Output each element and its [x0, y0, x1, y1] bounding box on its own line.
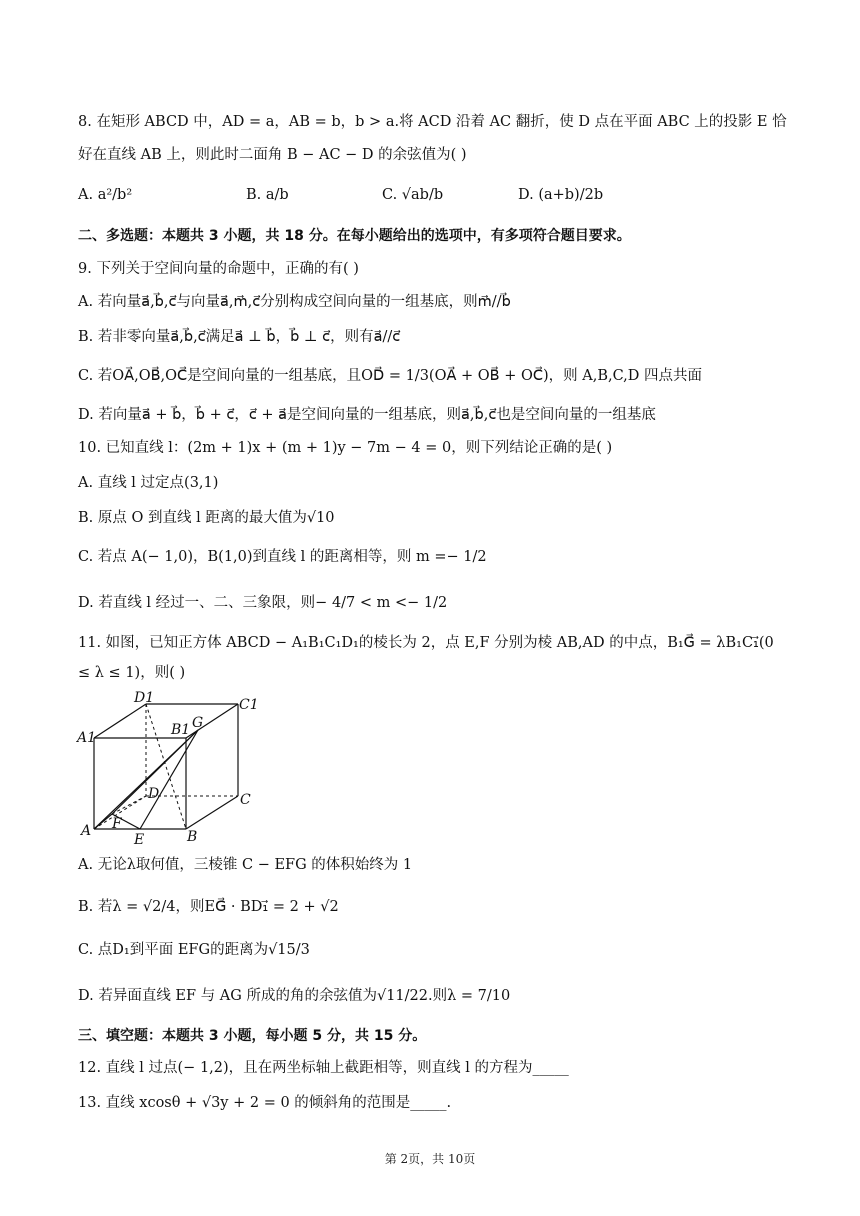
q13: 13. 直线 xcosθ + √3y + 2 = 0 的倾斜角的范围是_____. [78, 1095, 452, 1111]
q12: 12. 直线 l 过点(− 1,2)，且在两坐标轴上截距相等，则直线 l 的方程为_____ [78, 1060, 569, 1076]
q9-option-c: C. 若OA⃗,OB⃗,OC⃗是空间向量的一组基底，且OD⃗ = 1/3(OA⃗ + OB⃗ + OC⃗)，则 A,B,C,D 四点共面 [78, 368, 703, 384]
section-3-heading: 三、填空题：本题共 3 小题，每小题 5 分，共 15 分。 [78, 1028, 427, 1044]
label-d: D [148, 786, 160, 802]
q10-option-c: C. 若点 A(− 1,0)，B(1,0)到直线 l 的距离相等，则 m =− 1/2 [78, 549, 487, 565]
label-c1: C1 [239, 697, 259, 713]
q8-option-a: A. a²/b² [78, 187, 133, 203]
q8-stem-line1: 8. 在矩形 ABCD 中，AD = a，AB = b，b > a.将 ACD 沿着 AC 翻折，使 D 点在平面 ABC 上的投影 E 恰 [78, 114, 787, 130]
label-c: C [240, 792, 251, 808]
cube-figure [76, 686, 276, 846]
q10-option-a: A. 直线 l 过定点(3,1) [78, 475, 219, 491]
label-f: F [112, 816, 122, 832]
q10-stem: 10. 已知直线 l：(2m + 1)x + (m + 1)y − 7m − 4 = 0，则下列结论正确的是( ) [78, 440, 613, 456]
q8-option-c: C. √ab/b [382, 187, 444, 203]
q11-option-a: A. 无论λ取何值，三棱锥 C − EFG 的体积始终为 1 [78, 857, 413, 873]
q9-option-b: B. 若非零向量a⃗,b⃗,c⃗满足a⃗ ⊥ b⃗，b⃗ ⊥ c⃗，则有a⃗//c⃗ [78, 329, 401, 345]
section-2-heading: 二、多选题：本题共 3 小题，共 18 分。在每小题给出的选项中，有多项符合题目要求。 [78, 228, 631, 244]
label-a1: A1 [77, 730, 97, 746]
label-a: A [81, 823, 92, 839]
label-d1: D1 [134, 690, 155, 706]
label-g: G [192, 715, 204, 731]
q10-option-d: D. 若直线 l 经过一、二、三象限，则− 4/7 < m <− 1/2 [78, 595, 448, 611]
q8-option-b: B. a/b [246, 187, 289, 203]
label-e: E [134, 832, 145, 846]
q8-stem-line2: 好在直线 AB 上，则此时二面角 B − AC − D 的余弦值为( ) [78, 147, 467, 163]
q11-option-d: D. 若异面直线 EF 与 AG 所成的角的余弦值为√11/22.则λ = 7/10 [78, 988, 511, 1004]
q8-option-d: D. (a+b)/2b [518, 187, 604, 203]
q11-option-c: C. 点D₁到平面 EFG的距离为√15/3 [78, 942, 310, 958]
q10-option-b: B. 原点 O 到直线 l 距离的最大值为√10 [78, 510, 335, 526]
page-footer: 第 2页，共 10页 [384, 1152, 476, 1166]
q9-option-d: D. 若向量a⃗ + b⃗，b⃗ + c⃗，c⃗ + a⃗是空间向量的一组基底，则a⃗,b⃗,c⃗也是空间向量的一组基底 [78, 407, 656, 423]
q11-stem: 11. 如图，已知正方体 ABCD − A₁B₁C₁D₁的棱长为 2，点 E,F 分别为棱 AB,AD 的中点，B₁G⃗ = λB₁C₁⃗(0 ≤ λ ≤ 1)，则( ) [78, 635, 774, 681]
q11-option-b: B. 若λ = √2/4，则EG⃗ · BD₁⃗ = 2 + √2 [78, 899, 339, 915]
label-b: B [187, 829, 198, 845]
q9-stem: 9. 下列关于空间向量的命题中，正确的有( ) [78, 261, 359, 277]
q9-option-a: A. 若向量a⃗,b⃗,c⃗与向量a⃗,m⃗,c⃗分别构成空间向量的一组基底，则m⃗//b⃗ [78, 294, 511, 310]
label-b1: B1 [171, 722, 191, 738]
